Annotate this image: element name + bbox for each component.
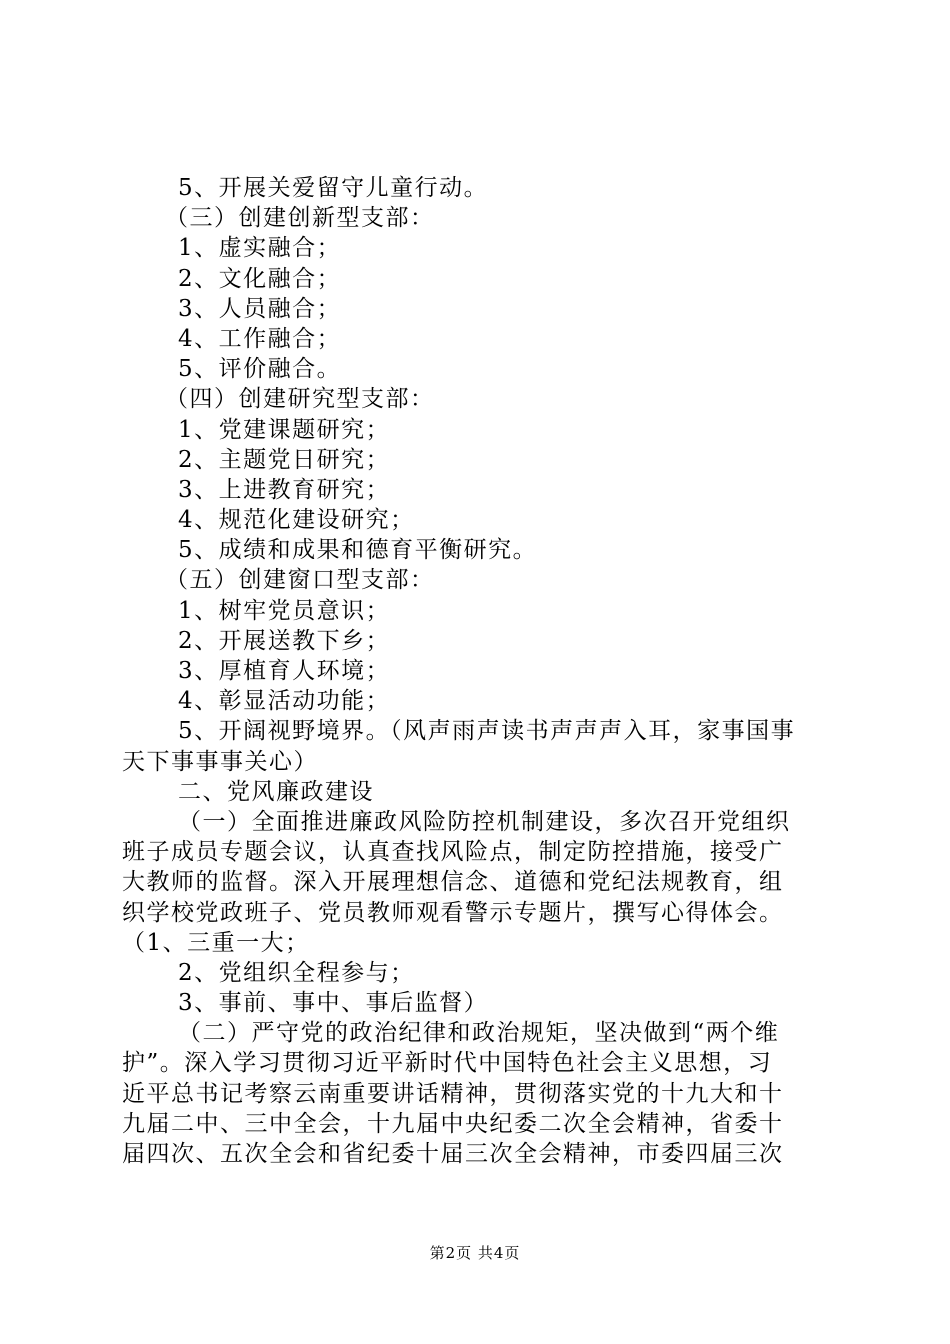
- text-line: 2、开展送教下乡；: [178, 627, 391, 654]
- text-line: 5、成绩和成果和德育平衡研究。: [178, 537, 538, 564]
- text-line: 2、党组织全程参与；: [178, 959, 415, 986]
- text-line: 5、评价融合。: [178, 356, 342, 383]
- page-footer: 第2页 共4页: [429, 1244, 521, 1262]
- text-line: 1、虚实融合；: [178, 235, 342, 262]
- text-line: （一）全面推进廉政风险防控机制建设，多次召开党组织: [178, 808, 791, 835]
- text-line: 3、上进教育研究；: [178, 476, 391, 503]
- text-line: 近平总书记考察云南重要讲话精神，贯彻落实党的十九大和十: [122, 1080, 784, 1107]
- text-line: （三）创建创新型支部：: [165, 205, 435, 232]
- text-line: 5、开阔视野境界。（风声雨声读书声声声入耳，家事国事: [178, 718, 796, 745]
- text-line: 4、规范化建设研究；: [178, 507, 415, 534]
- text-line: （二）严守党的政治纪律和政治规矩，坚决做到“两个维: [178, 1020, 780, 1047]
- text-line: 2、文化融合；: [178, 265, 342, 292]
- document-body: [122, 173, 834, 1169]
- text-line: 届四次、五次全会和省纪委十届三次全会精神，市委四届三次: [122, 1141, 784, 1167]
- text-line: 大教师的监督。深入开展理想信念、道德和党纪法规教育，组: [122, 869, 784, 896]
- text-line: 二、党风廉政建设: [178, 778, 374, 805]
- text-line: （四）创建研究型支部：: [165, 386, 435, 413]
- text-line: 织学校党政班子、党员教师观看警示专题片，撰写心得体会。: [122, 899, 784, 926]
- text-line: 九届二中、三中全会，十九届中央纪委二次全会精神，省委十: [122, 1110, 784, 1137]
- text-line: 4、工作融合；: [178, 325, 342, 352]
- text-line: 2、主题党日研究；: [178, 446, 391, 473]
- text-line: 3、厚植育人环境；: [178, 658, 391, 684]
- text-line: 1、党建课题研究；: [178, 416, 391, 443]
- text-line: 1、树牢党员意识；: [178, 597, 391, 624]
- text-line: 护”。深入学习贯彻习近平新时代中国特色社会主义思想，习: [122, 1050, 773, 1077]
- text-line: 3、人员融合；: [178, 295, 342, 322]
- text-line: 天下事事事关心）: [122, 748, 318, 775]
- text-line: （1、三重一大；: [122, 929, 310, 956]
- text-line: 4、彰显活动功能；: [178, 688, 391, 715]
- text-line: （五）创建窗口型支部：: [165, 567, 435, 594]
- text-line: 5、开展关爱留守儿童行动。: [178, 175, 489, 201]
- text-line: 3、事前、事中、事后监督）: [178, 990, 489, 1017]
- text-line: 班子成员专题会议，认真查找风险点，制定防控措施，接受广: [122, 839, 784, 866]
